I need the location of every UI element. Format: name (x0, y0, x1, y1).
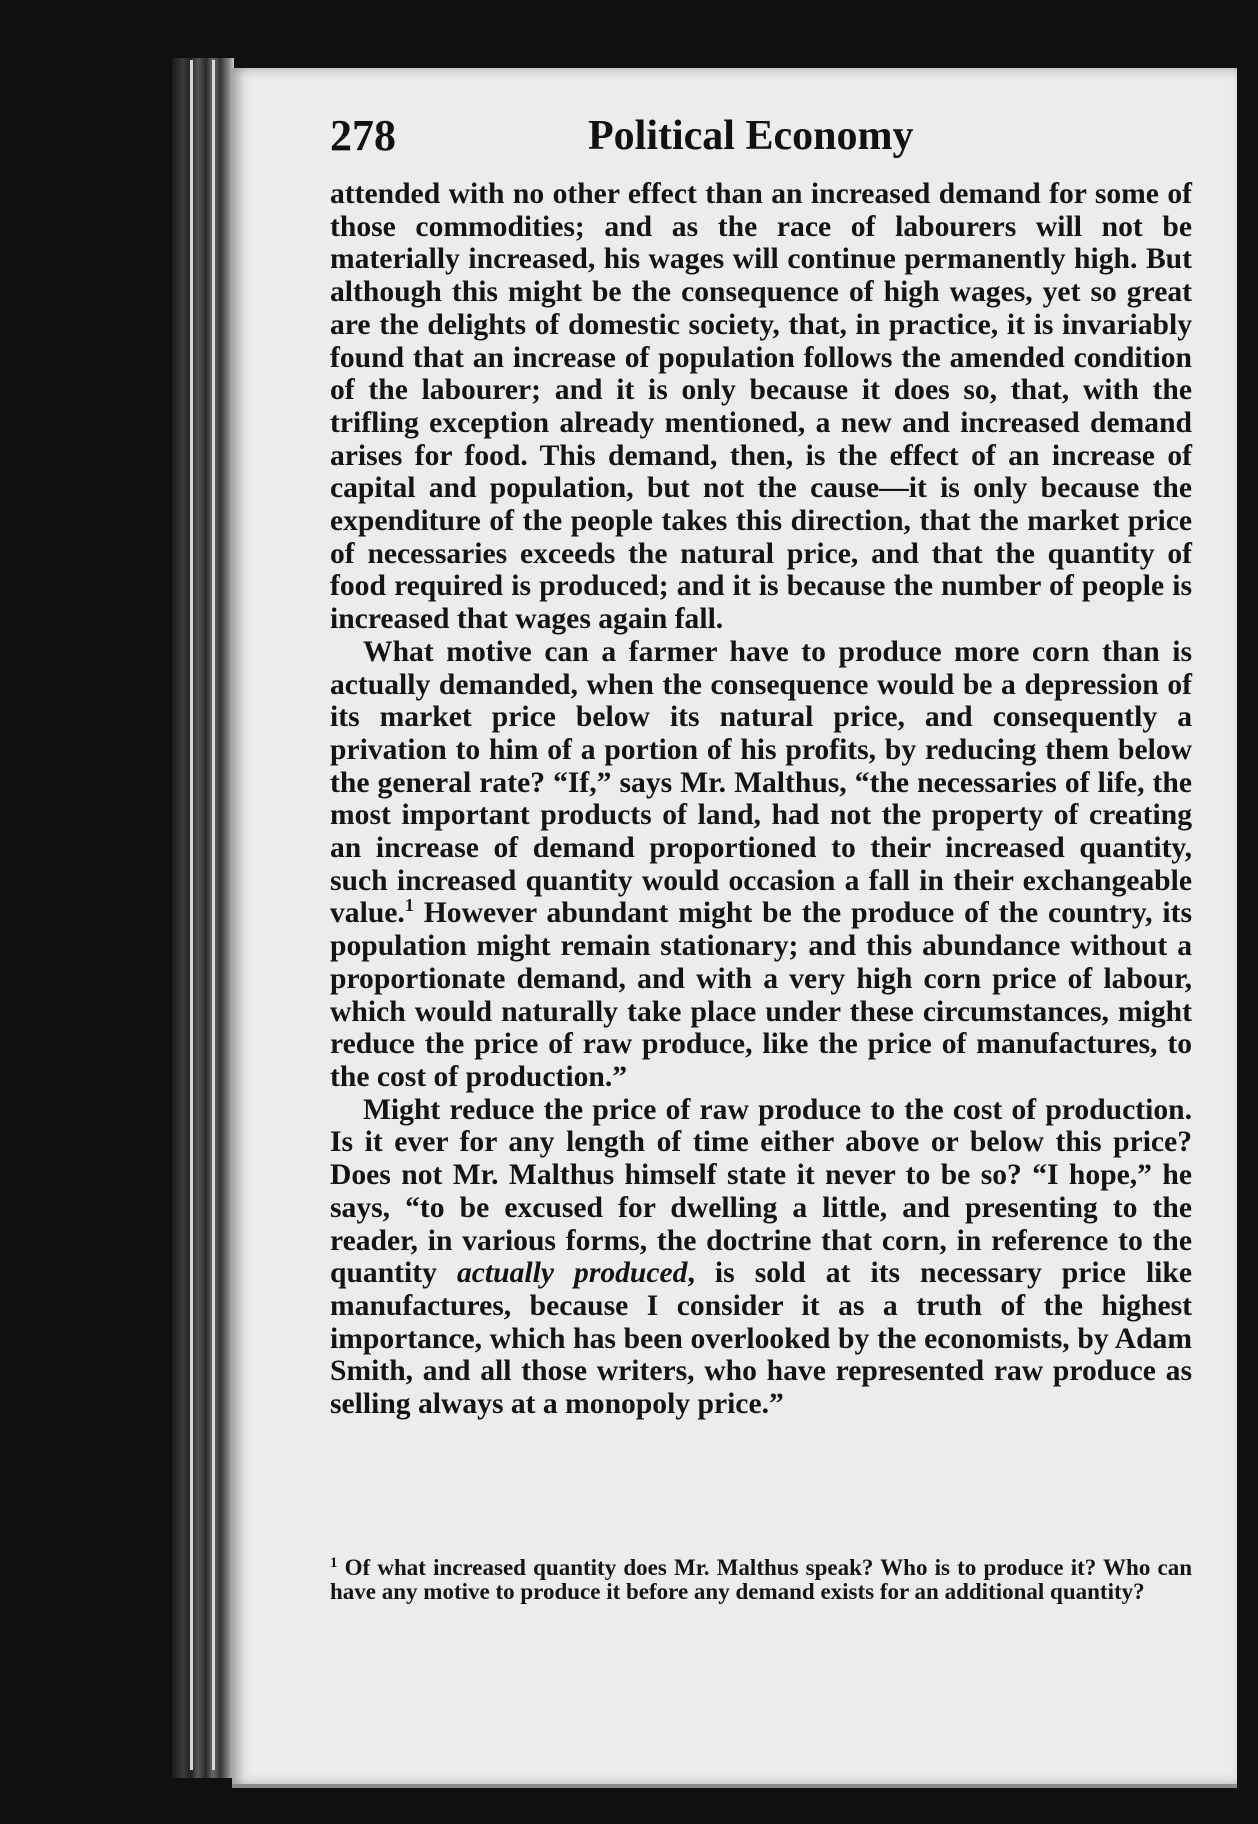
footnote-mark: 1 (330, 1555, 338, 1571)
running-title: Political Economy (588, 113, 914, 159)
footnote-reference: 1 (404, 895, 414, 916)
emphasized-phrase: actually produced (456, 1257, 688, 1290)
paragraph-3-text: Might reduce the price of raw produce to the cost of production. Is it ever for any length of time either above or below this price? Does not Mr. Malthus himself state it never to be so? “I hope,” he says, “to be excused for dwelling a little, and presenting to the reader, in various forms, the doctrine that corn, in reference to the quantity (330, 1093, 1192, 1290)
paragraph-3 (330, 1094, 1192, 1421)
footnote (330, 1556, 1192, 1603)
page-number: 278 (330, 111, 396, 160)
paragraph-3-text-continued: , is sold at its necessary price like manufactures, because I consider it as a truth of the highest importance, which has been overlooked by the economists, by Adam Smith, and all those writers, who have represented raw produce as selling always at a monopoly price.” (330, 1257, 1192, 1421)
main-text (330, 178, 1192, 1421)
spine-edge-line (212, 60, 215, 1770)
footnote-text: Of what increased quantity does Mr. Malthus speak? Who is to produce it? Who can have any motive to produce it before any demand exists for an additional quantity? (330, 1555, 1192, 1604)
paragraph-2-text: What motive can a farmer have to produce more corn than is actually demanded, when the consequence would be a depression of its market price below its natural price, and consequently a privation to him of a portion of his profits, by reducing them below the general rate? “If,” says Mr. Malthus, “the necessaries of life, the most important products of land, had not the property of creating an increase of demand proportioned to their increased quantity, such increased quantity would occasion a fall in their exchangeable value. (330, 635, 1192, 930)
page-header (330, 110, 950, 170)
book-spine (172, 58, 234, 1778)
paragraph-2-text-continued: However abundant might be the produce of the country, its population might remain stationary; and this abundance without a proportionate demand, and with a very high corn price of labour, which would naturally take place under these circumstances, might reduce the price of raw produce, like the price of manufactures, to the cost of production.” (330, 897, 1192, 1093)
page-bottom-edge (232, 1784, 1237, 1788)
paragraph-1: attended with no other effect than an increased demand for some of those commodities; and as the race of labourers will not be materially increased, his wages will continue permanently high. But although this might be the consequence of high wages, yet so great are the delights of domestic society, that, in practice, it is invariably found that an increase of population follows the amended condition of the labourer; and it is only because it does so, that, with the trifling exception already mentioned, a new and increased demand arises for food. This demand, then, is the effect of an increase of capital and population, but not the cause—it is only because the expenditure of the people takes this direction, that the market price of necessaries exceeds the natural price, and that the quantity of food required is produced; and it is because the number of people is increased that wages again fall. (330, 178, 1192, 636)
spine-edge-line (190, 60, 193, 1770)
paragraph-2 (330, 636, 1192, 1094)
